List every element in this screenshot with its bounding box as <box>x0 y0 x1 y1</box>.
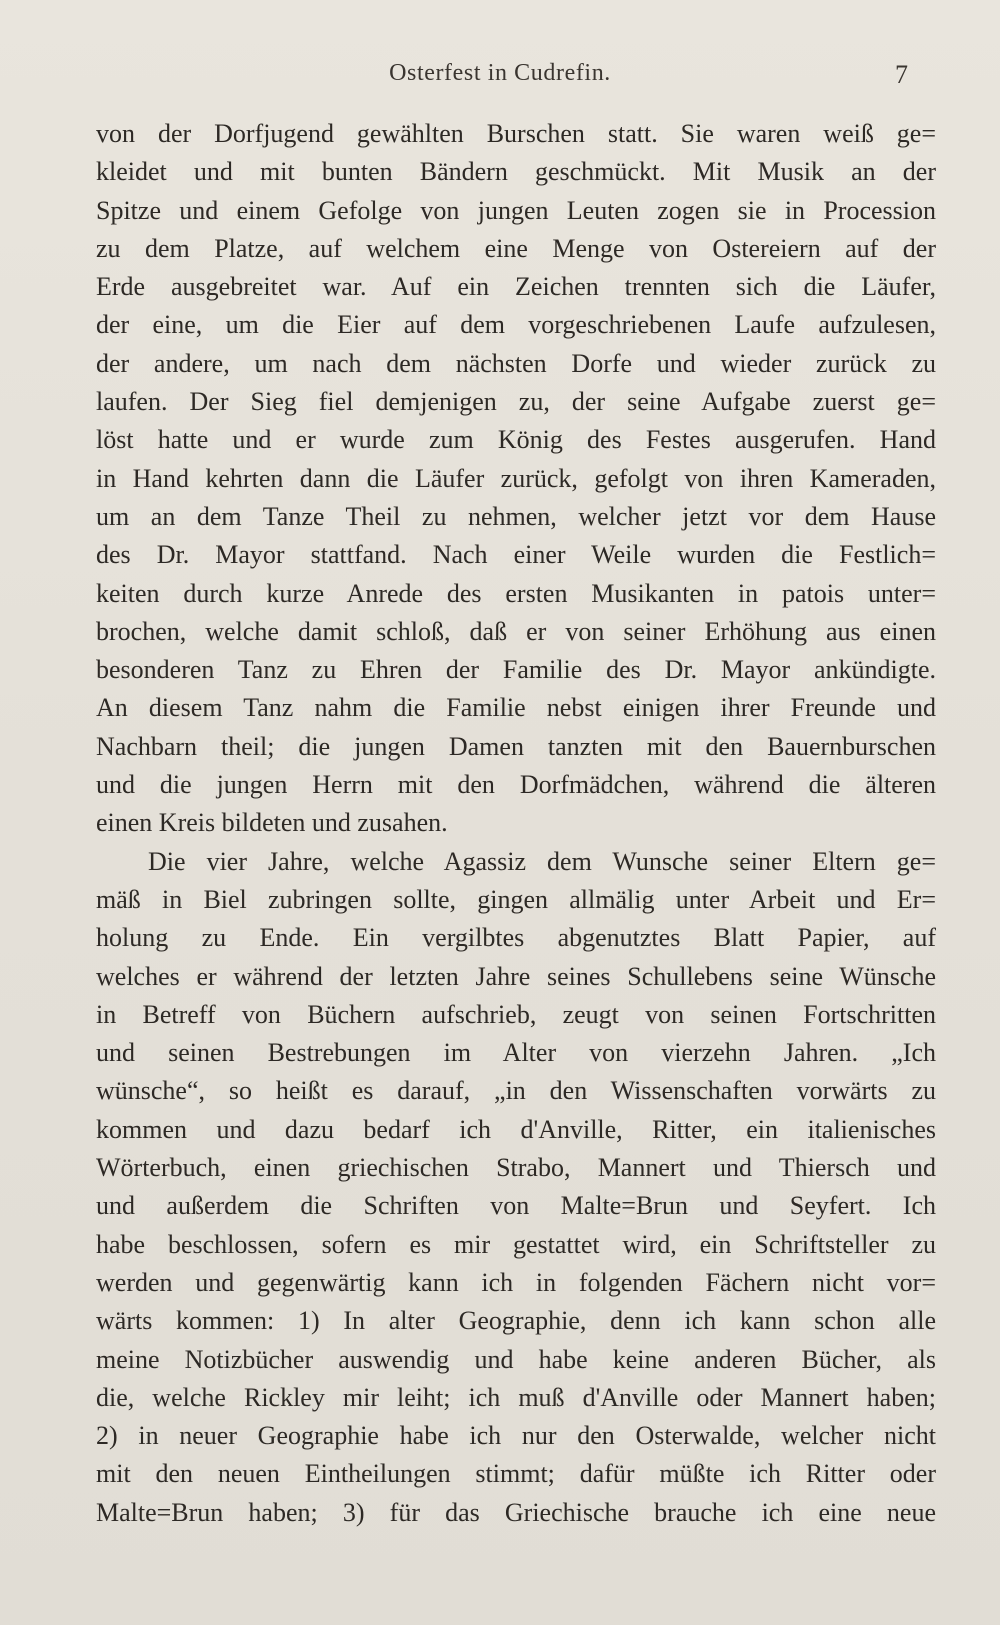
text-line: in Betreff von Büchern aufschrieb, zeugt von seinen Fortschritten <box>96 999 936 1029</box>
text-line: wünsche“, so heißt es darauf, „in den Wissenschaften vorwärts zu <box>96 1076 936 1106</box>
text-line: zu dem Platze, auf welchem eine Menge von Ostereiern auf der <box>96 233 936 263</box>
text-line: Die vier Jahre, welche Agassiz dem Wunsche seiner Eltern ge= <box>148 846 936 876</box>
text-line: Wörterbuch, einen griechischen Strabo, Mannert und Thiersch und <box>96 1153 936 1183</box>
running-title: Osterfest in Cudrefin. <box>389 60 611 86</box>
text-line: die, welche Rickley mir leiht; ich muß d'Anville oder Mannert haben; <box>96 1382 936 1412</box>
text-line: löst hatte und er wurde zum König des Festes ausgerufen. Hand <box>96 425 936 455</box>
text-line: keiten durch kurze Anrede des ersten Musikanten in patois unter= <box>96 578 936 608</box>
text-line: kleidet und mit bunten Bändern geschmückt. Mit Musik an der <box>96 157 936 187</box>
text-line: und seinen Bestrebungen im Alter von vierzehn Jahren. „Ich <box>96 1038 936 1068</box>
text-line: und die jungen Herrn mit den Dorfmädchen, während die älteren <box>96 770 936 800</box>
text-line: der eine, um die Eier auf dem vorgeschriebenen Laufe aufzulesen, <box>96 310 936 340</box>
page-number: 7 <box>895 60 908 89</box>
text-line: der andere, um nach dem nächsten Dorfe und wieder zurück zu <box>96 348 936 378</box>
text-line: werden und gegenwärtig kann ich in folgenden Fächern nicht vor= <box>96 1267 936 1297</box>
text-line: meine Notizbücher auswendig und habe keine anderen Bücher, als <box>96 1344 936 1374</box>
text-line: holung zu Ende. Ein vergilbtes abgenutztes Blatt Papier, auf <box>96 923 936 953</box>
text-line: laufen. Der Sieg fiel demjenigen zu, der seine Aufgabe zuerst ge= <box>96 387 936 417</box>
text-line: Malte=Brun haben; 3) für das Griechische brauche ich eine neue <box>96 1497 936 1527</box>
running-head <box>0 60 1000 96</box>
text-line: mäß in Biel zubringen sollte, gingen allmälig unter Arbeit und Er= <box>96 884 936 914</box>
text-line: des Dr. Mayor stattfand. Nach einer Weile wurden die Festlich= <box>96 540 936 570</box>
text-line: An diesem Tanz nahm die Familie nebst einigen ihrer Freunde und <box>96 693 936 723</box>
text-line: 2) in neuer Geographie habe ich nur den Osterwalde, welcher nicht <box>96 1421 936 1451</box>
text-line: um an dem Tanze Theil zu nehmen, welcher jetzt vor dem Hause <box>96 501 936 531</box>
text-line: in Hand kehrten dann die Läufer zurück, gefolgt von ihren Kameraden, <box>96 463 936 493</box>
text-line: welches er während der letzten Jahre seines Schullebens seine Wünsche <box>96 961 936 991</box>
text-line: habe beschlossen, sofern es mir gestattet wird, ein Schriftsteller zu <box>96 1229 936 1259</box>
text-line: Erde ausgebreitet war. Auf ein Zeichen trennten sich die Läufer, <box>96 272 936 302</box>
body-text <box>96 115 936 1605</box>
text-line: Spitze und einem Gefolge von jungen Leuten zogen sie in Procession <box>96 195 936 225</box>
text-line: von der Dorfjugend gewählten Burschen statt. Sie waren weiß ge= <box>96 119 936 148</box>
text-line: und außerdem die Schriften von Malte=Brun und Seyfert. Ich <box>96 1191 936 1221</box>
text-line: brochen, welche damit schloß, daß er von seiner Erhöhung aus einen <box>96 616 936 646</box>
text-line: einen Kreis bildeten und zusahen. <box>96 808 448 838</box>
text-line: Nachbarn theil; die jungen Damen tanzten mit den Bauernburschen <box>96 731 936 761</box>
text-line: wärts kommen: 1) In alter Geographie, denn ich kann schon alle <box>96 1306 936 1336</box>
text-line: kommen und dazu bedarf ich d'Anville, Ritter, ein italienisches <box>96 1114 936 1144</box>
text-line: besonderen Tanz zu Ehren der Familie des Dr. Mayor ankündigte. <box>96 655 936 685</box>
text-line: mit den neuen Eintheilungen stimmt; dafür müßte ich Ritter oder <box>96 1459 936 1489</box>
